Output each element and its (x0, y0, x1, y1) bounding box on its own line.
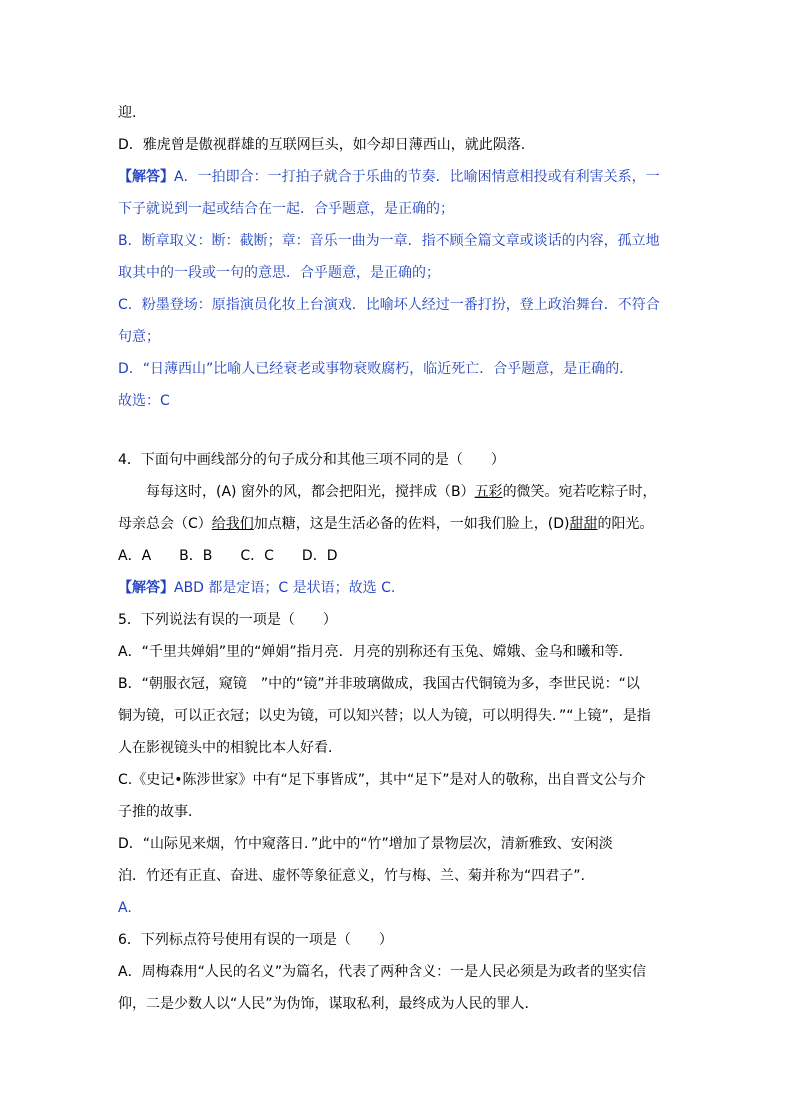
question-6: 6．下列标点符号使用有误的一项是（ ） (118, 932, 393, 948)
answer-line: B．断章取义：断：截断；章：音乐一曲为一章．指不顾全篇文章或谈话的内容，孤立地 (118, 233, 660, 249)
passage-text: 母亲总会（C） (118, 516, 212, 532)
option-line: 铜为镜，可以正衣冠；以史为镜，可以知兴替；以人为镜，可以明得失．”“上镜”，是指 (118, 708, 651, 724)
answer-line: 下子就说到一起或结合在一起．合乎题意，是正确的； (118, 201, 454, 217)
text-line: 迎. (118, 105, 137, 121)
text-line: D．雅虎曾是傲视群雄的互联网巨头，如今却日薄西山，就此陨落. (118, 137, 526, 153)
answer-tag: 【解答】 (118, 580, 174, 596)
answer-line: 故选：C (118, 393, 170, 409)
underlined-text: 甜甜 (569, 516, 598, 532)
answer-text: A．一拍即合：一打拍子就合于乐曲的节奏．比喻困情意相投或有利害关系，一 (174, 169, 660, 185)
answer-line: 取其中的一段或一句的意思．合乎题意，是正确的； (118, 265, 440, 281)
option-line: 仰，二是少数人以“人民”为伪饰，谋取私利，最终成为人民的罪人． (118, 996, 539, 1012)
option-line: 泊．竹还有正直、奋进、虚怀等象征意义，竹与梅、兰、菊并称为“四君子”. (118, 868, 585, 884)
passage-line (118, 514, 653, 534)
underlined-text: 给我们 (211, 516, 254, 532)
answer-text: ABD 都是定语；C 是状语；故选 C. (174, 580, 396, 596)
option-line: 子推的故事． (118, 804, 202, 820)
option-line: D．“山际见来烟，竹中窥落日．”此中的“竹”增加了景物层次，清新雅致、安闲淡 (118, 836, 613, 852)
answer-line: C．粉墨登场：原指演员化妆上台演戏．比喻坏人经过一番打扮，登上政治舞台．不符合 (118, 297, 660, 313)
option-line: B．“朝服衣冠，窥镜 ”中的“镜”并非玻璃做成，我国古代铜镜为多，李世民说：“以 (118, 676, 640, 692)
option-line: C.《史记•陈涉世家》中有“足下事皆成”，其中“足下”是对人的敬称，出自晋文公与介 (118, 772, 646, 788)
answer-line: A. (118, 900, 132, 916)
underlined-text: 五彩 (474, 484, 503, 500)
question-options: A．A B．B C．C D．D (118, 548, 338, 564)
question-5: 5．下列说法有误的一项是（ ） (118, 612, 337, 628)
option-line: A．周梅森用“人民的名义”为篇名，代表了两种含义：一是人民必须是为政者的坚实信 (118, 964, 647, 980)
passage-text: 的微笑。宛若吃粽子时， (502, 484, 657, 500)
question-4: 4．下面句中画线部分的句子成分和其他三项不同的是（ ） (118, 452, 505, 468)
option-line: A．“千里共婵娟”里的“婵娟”指月亮．月亮的别称还有玉兔、嫦娥、金乌和曦和等． (118, 644, 633, 660)
passage-text: 的阳光。 (597, 516, 654, 532)
answer-line (118, 167, 660, 187)
answer-line: D．“日薄西山”比喻人已经衰老或事物衰败腐朽，临近死亡．合乎题意，是正确的． (118, 361, 634, 377)
answer-line (118, 578, 395, 598)
passage-line (146, 482, 657, 502)
passage-text: 加点糖，这是生活必备的佐料，一如我们脸上，(D) (253, 516, 570, 532)
answer-line: 句意； (118, 329, 160, 345)
answer-tag: 【解答】 (118, 169, 174, 185)
passage-text: 每每这时，(A) 窗外的风，都会把阳光，搅拌成（B） (146, 484, 475, 500)
option-line: 人在影视镜头中的相貌比本人好看． (118, 740, 342, 756)
